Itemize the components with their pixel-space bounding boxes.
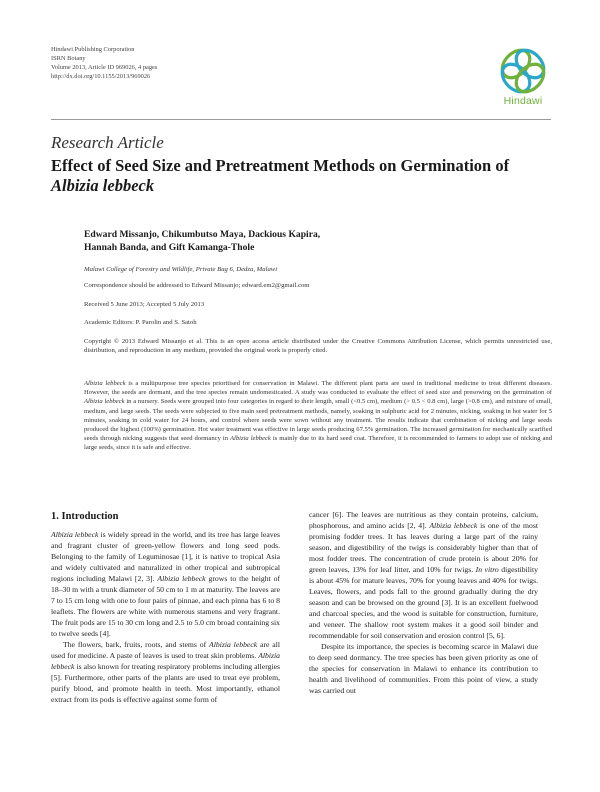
intro-paragraph-3: cancer [6]. The leaves are nutritious as they contain proteins, calcium, phosphorous, and amino acids [2, 4]. Albizia lebbeck is one of the most promising fodder trees. It has leaves during a large part of the rainy season, and digestibility of the twigs is considerably higher than that of most fodder trees. The concentration of crude protein is about 20% for green leaves, 13% for leaf litter, and 10% for twigs. In vitro digestibility is about 45% for mature leaves, 70% for young leaves and 40% for twigs. Leaves, flowers, and pods fall to the ground gradually during the dry season and can be browsed on the ground [3]. It is an excellent fuelwood and charcoal species, and the wood is suitable for construction, furniture, and veneer. The shallow root system makes it a good soil binder and recommendable for soil conservation and erosion control [5, 6].: [309, 510, 539, 640]
authors-line-1: Edward Missanjo, Chikumbutso Maya, Dackious Kapira,: [84, 229, 321, 240]
header-divider: [51, 119, 551, 120]
intro-paragraph-4: Despite its importance, the species is becoming scarce in Malawi due to deep seed dormancy. The tree species has been given priority as one of the species for conservation in Malawi to enhance its contribution to health and livelihood of communities. From this point of view, a study was carried out: [309, 642, 538, 695]
hindawi-logo-text: Hindawi: [503, 95, 543, 107]
intro-paragraph-1: Albizia lebbeck is widely spread in the world, and its tree has large leaves and fragrant cluster of green-yellow flowers and long seed pods. Belonging to the family of Leguminosae [1], it is native to tropical Asia and widely cultivated and naturalized in other tropical and subtropical regions including Malawi [2, 3]. Albizia lebbeck grows to the height of 18–30 m with a trunk diameter of 50 cm to 1 m at maturity. The leaves are 7 to 15 cm long with one to four pairs of pinnae, and each pinna has 6 to 8 leaflets. The flowers are white with numerous stamens and very fragrant. The fruit pods are 15 to 30 cm long and 2.5 to 5.0 cm broad containing six to twelve seeds [4].: [51, 530, 280, 638]
section-heading-introduction: 1. Introduction: [51, 511, 119, 522]
abstract: Albizia lebbeck is a multipurpose tree species prioritised for conservation in Malawi. The different plant parts are used in traditional medicine to treat different diseases. However, the seeds are dormant, and the tree species remain undomesticated. A study was conducted to evaluate the effect of seed size and presowing on the germination of Albizia lebbeck in a nursery. Seeds were grouped into four categories in regard to their length, small (<0.5 cm), medium (> 0.5 < 0.8 cm), large (>0.8 cm), and mixture of small, medium, and large seeds. The seeds were subjected to five main seed pretreatment methods, namely, soaking in sulphuric acid for 2 minutes, nicking, soaking in hot water for 5 minutes, soaking in cold water for 24 hours, and control where seeds were sown without any treatment. The results indicate that combination of nicking and large seeds produced the highest (100%) germination. Hot water treatment was effective in large seeds producing 67.5% germination. The increased germination for mechanically scarified seeds through nicking suggests that seed dormancy in Albizia lebbeck is mainly due to its hard seed coat. Therefore, it is recommended to farmers to adopt use of nicking and large seeds, since it is safe and effective.: [84, 380, 553, 452]
journal-metadata: [51, 46, 311, 82]
volume-info: Volume 2013, Article ID 969026, 4 pages: [51, 63, 158, 71]
intro-paragraph-2: The flowers, bark, fruits, roots, and stems of Albizia lebbeck are all used for medicine. A paste of leaves is used to treat skin problems. Albizia lebbeck is also known for treating respiratory problems including allergies [5]. Furthermore, other parts of the plants are used to treat eye problem, purify blood, and promote health in teeth. Most importantly, ethanol extract from its pods is effective against some form of: [51, 640, 280, 704]
academic-editors: Academic Editors: P. Parolin and S. Satoh: [84, 319, 197, 326]
author-list: [84, 229, 464, 254]
copyright-notice: Copyright © 2013 Edward Missanjo et al. This is an open access article distributed under the Creative Commons Attribution License, which permits unrestricted use, distribution, and reproduction in any medium, provided the original work is properly cited.: [84, 338, 552, 354]
correspondence: Correspondence should be addressed to Edward Missanjo; edward.em2@gmail.com: [84, 282, 310, 289]
publisher-name: Hindawi Publishing Corporation: [51, 46, 135, 53]
left-column: [51, 529, 280, 705]
affiliation: Malawi College of Forestry and Wildlife, Private Bag 6, Dedza, Malawi: [84, 266, 278, 273]
title-species: Albizia lebbeck: [51, 176, 155, 195]
journal-name: ISRN Botany: [51, 54, 86, 62]
doi-link[interactable]: http://dx.doi.org/10.1155/2013/969026: [51, 72, 151, 80]
article-type: Research Article: [51, 133, 164, 152]
authors-line-2: Hannah Banda, and Gift Kamanga-Thole: [84, 241, 255, 253]
right-column: [309, 509, 538, 696]
title-main: Effect of Seed Size and Pretreatment Methods on Germination of: [51, 156, 510, 175]
received-dates: Received 5 June 2013; Accepted 5 July 2013: [84, 301, 205, 308]
article-title: [51, 156, 561, 196]
